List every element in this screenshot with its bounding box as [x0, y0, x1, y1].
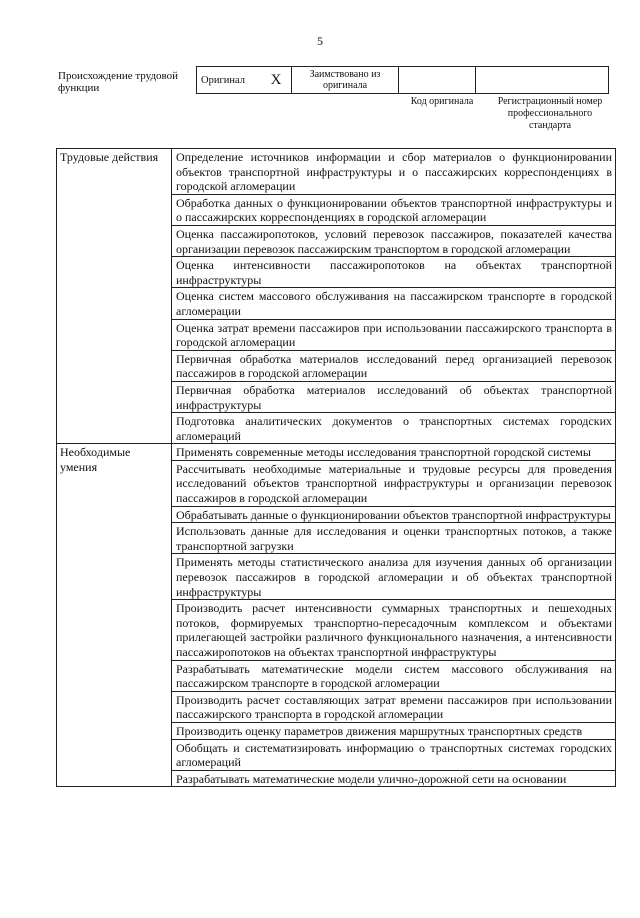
item-text: Первичная обработка материалов исследований перед организацией перевозок пассажиров в городской агломерации: [172, 350, 616, 381]
item-text: Подготовка аналитических документов о транспортных системах городских агломераций: [172, 413, 616, 444]
section-header: Трудовые действия: [57, 149, 172, 444]
borrowed-label: Заимствовано из оригинала: [292, 67, 399, 94]
original-mark: X: [261, 67, 292, 94]
item-text: Определение источников информации и сбор материалов о функционировании объектов транспортной инфраструктуры и о пассажирских корреспонденциях в городской агломерации: [172, 149, 616, 195]
item-text: Производить расчет составляющих затрат времени пассажиров при использовании пассажирского транспорта в городской агломерации: [172, 691, 616, 722]
item-text: Оценка затрат времени пассажиров при использовании пассажирского транспорта в городской агломерации: [172, 319, 616, 350]
item-text: Использовать данные для исследования и оценки транспортных потоков, а также транспортной загрузки: [172, 523, 616, 554]
reg-number-caption: Регистрационный номер профессионального стандарта: [497, 96, 603, 131]
item-text: Применять методы статистического анализа для изучения данных об организации перевозок пассажиров в городской агломерации и об объектах транспортной инфраструктуры: [172, 554, 616, 600]
item-text: Разрабатывать математические модели улично-дорожной сети на основании: [172, 770, 616, 787]
origin-label: Происхождение трудовой функции: [58, 70, 179, 94]
item-text: Обработка данных о функционировании объектов транспортной инфраструктуры и о пассажирских корреспонденциях в городской агломерации: [172, 194, 616, 225]
item-text: Первичная обработка материалов исследований об объектах транспортной инфраструктуры: [172, 381, 616, 412]
functions-table: [56, 148, 616, 787]
item-text: Применять современные методы исследования транспортной городской системы: [172, 444, 616, 461]
item-text: Разрабатывать математические модели систем массового обслуживания на пассажирском транспорте в городской агломерации: [172, 660, 616, 691]
item-text: Обобщать и систематизировать информацию о транспортных системах городских агломераций: [172, 739, 616, 770]
item-text: Оценка пассажиропотоков, условий перевозок пассажиров, показателей качества организации перевозок пассажирским транспортом в городской агломерации: [172, 225, 616, 256]
item-text: Обрабатывать данные о функционировании объектов транспортной инфраструктуры: [172, 506, 616, 523]
item-text: Производить оценку параметров движения маршрутных транспортных средств: [172, 722, 616, 739]
code-cell: [399, 67, 476, 94]
page-number: 5: [317, 34, 323, 48]
item-text: Оценка интенсивности пассажиропотоков на объектах транспортной инфраструктуры: [172, 257, 616, 288]
original-label: Оригинал: [197, 67, 262, 94]
reg-number-cell: [476, 67, 609, 94]
item-text: Рассчитывать необходимые материальные и трудовые ресурсы для проведения исследований объектов транспортной инфраструктуры и организации перевозок пассажиров в городской агломерации: [172, 460, 616, 506]
code-original-caption: Код оригинала: [410, 96, 474, 107]
section-header: Необходимые умения: [57, 444, 172, 787]
item-text: Оценка систем массового обслуживания на пассажирском транспорте в городской агломерации: [172, 288, 616, 319]
item-text: Производить расчет интенсивности суммарных транспортных и пешеходных потоков, формируемых транспортно-пересадочным комплексом и объектами прилегающей застройки различного функционального назначения, а интенсивности пассажиропотоков на объектах транспортной инфраструктуры: [172, 600, 616, 660]
table-row: [57, 149, 616, 195]
origin-table: [196, 66, 609, 94]
table-row: [57, 444, 616, 461]
